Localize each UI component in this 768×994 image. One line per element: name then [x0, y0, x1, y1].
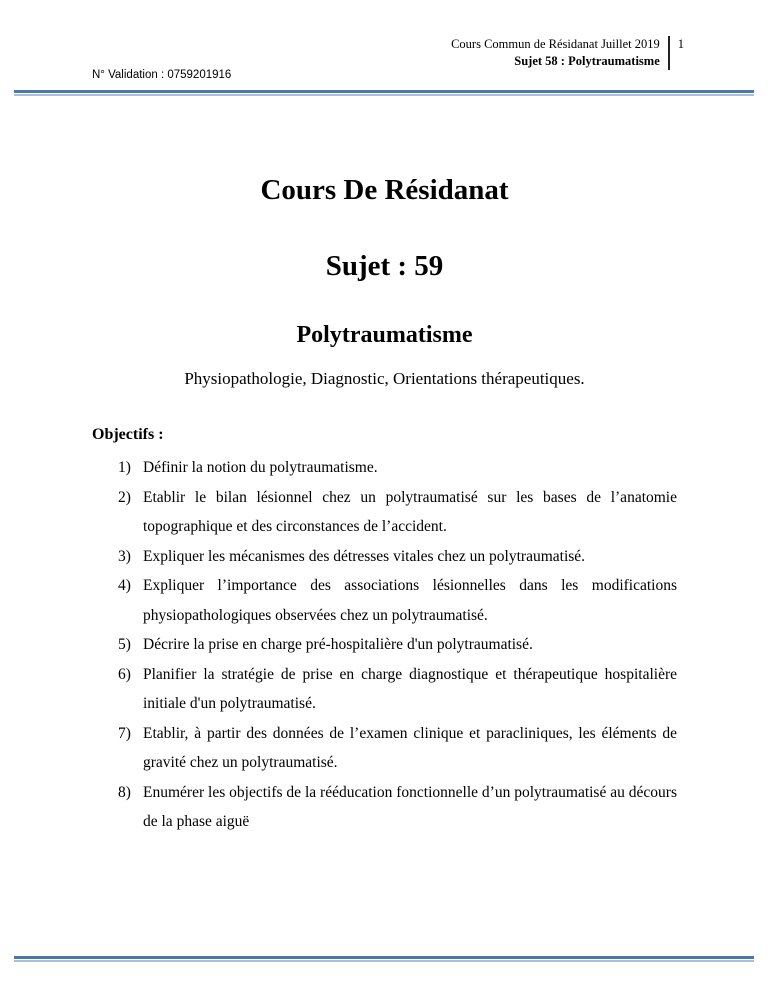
objective-text: Enumérer les objectifs de la rééducation fonctionnelle d’un polytraumatisé au décours de la phase aiguë — [143, 783, 677, 830]
bottom-rule-primary-line — [14, 956, 754, 959]
objective-text: Décrire la prise en charge pré-hospitalière d'un polytraumatisé. — [143, 636, 533, 653]
objectives-list — [118, 453, 677, 837]
objective-item — [118, 542, 677, 572]
bottom-rule — [14, 956, 754, 962]
objective-item — [118, 483, 677, 542]
page-header — [451, 36, 684, 70]
objective-item — [118, 571, 677, 630]
top-rule-secondary-line — [14, 94, 754, 96]
header-divider — [668, 36, 670, 70]
objective-item — [118, 630, 677, 660]
objective-text: Etablir, à partir des données de l’examen clinique et paracliniques, les éléments de gravité chez un polytraumatisé. — [143, 724, 677, 771]
running-title — [451, 36, 660, 70]
document-body — [92, 172, 677, 837]
header-course-line: Cours Commun de Résidanat Juillet 2019 — [451, 37, 660, 51]
bottom-rule-secondary-line — [14, 960, 754, 962]
objective-number: 1) — [118, 459, 131, 476]
top-rule-primary-line — [14, 90, 754, 93]
page-number: 1 — [677, 37, 684, 51]
objective-item — [118, 719, 677, 778]
objective-text: Définir la notion du polytraumatisme. — [143, 459, 378, 476]
course-title: Cours De Résidanat — [260, 174, 509, 206]
objective-item — [118, 660, 677, 719]
objective-item — [118, 453, 677, 483]
objectives-heading: Objectifs : — [92, 426, 164, 443]
objective-number: 8) — [118, 783, 131, 801]
objective-text: Expliquer les mécanismes des détresses vitales chez un polytraumatisé. — [143, 547, 586, 565]
objective-item — [118, 778, 677, 837]
objective-number: 2) — [118, 488, 131, 506]
objective-text: Etablir le bilan lésionnel chez un polytraumatisé sur les bases de l’anatomie topographique et des circonstances de l’accident. — [143, 488, 677, 535]
objective-number: 7) — [118, 724, 131, 742]
objective-text: Planifier la stratégie de prise en charge diagnostique et thérapeutique hospitalière initiale d'un polytraumatisé. — [143, 665, 677, 712]
objective-number: 5) — [118, 636, 131, 653]
top-rule — [14, 90, 754, 96]
subject-title: Sujet : 59 — [325, 250, 444, 282]
objective-number: 6) — [118, 665, 131, 683]
objective-number: 3) — [118, 547, 131, 565]
topic-title: Polytraumatisme — [296, 322, 473, 348]
objective-number: 4) — [118, 577, 131, 594]
objective-text: Expliquer l’importance des associations lésionnelles dans les modifications physiopathologiques observées chez un polytraumatisé. — [143, 577, 677, 624]
header-subject-line: Sujet 58 : Polytraumatisme — [514, 54, 660, 68]
validation-number: N° Validation : 0759201916 — [92, 69, 232, 81]
topic-subtitle: Physiopathologie, Diagnostic, Orientations thérapeutiques. — [184, 369, 585, 388]
